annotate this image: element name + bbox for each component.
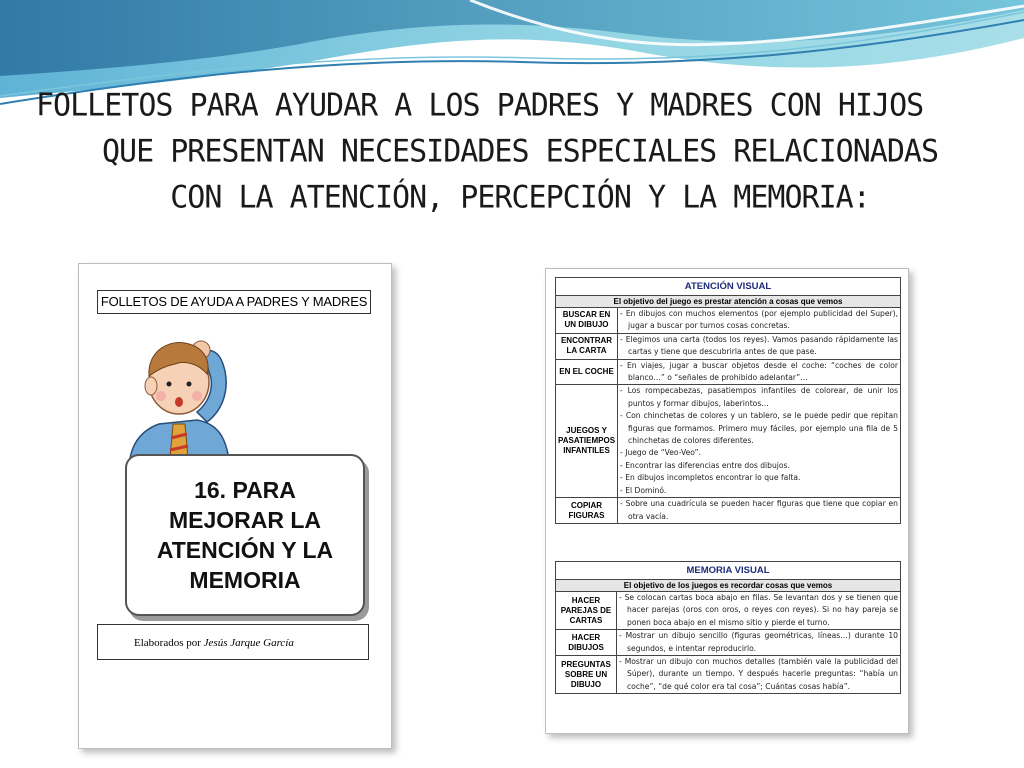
brochure-cover-footer <box>97 624 369 660</box>
row-item: - Juego de “Veo-Veo”. <box>620 447 898 459</box>
row-item: - Encontrar las diferencias entre dos dibujos. <box>620 460 898 472</box>
cover-title-line-3: ATENCIÓN Y LA <box>156 537 334 563</box>
row-desc <box>618 308 901 334</box>
brochure-cover-title <box>125 454 365 616</box>
row-item: - En dibujos con muchos elementos (por ejemplo publicidad del Super), jugar a buscar por turnos cosas concretas. <box>620 308 898 333</box>
memoria-visual-table <box>555 561 901 694</box>
row-item: - El Dominó. <box>620 485 898 497</box>
footer-prefix: Elaborados por <box>134 637 201 649</box>
brochure-cover-header: FOLLETOS DE AYUDA A PADRES Y MADRES <box>97 290 371 314</box>
row-desc <box>617 630 901 656</box>
atencion-title: ATENCIÓN VISUAL <box>556 278 901 296</box>
row-desc <box>617 656 901 694</box>
row-label: BUSCAR EN UN DIBUJO <box>556 308 618 334</box>
row-desc <box>618 333 901 359</box>
slide-title-line-3: CON LA ATENCIÓN, PERCEPCIÓN Y LA MEMORIA: <box>170 179 870 217</box>
row-label: COPIAR FIGURAS <box>556 498 618 524</box>
row-item: - En dibujos incompletos encontrar lo que falta. <box>620 472 898 484</box>
row-label: EN EL COCHE <box>556 359 618 385</box>
row-desc <box>618 498 901 524</box>
cover-title-line-2: MEJORAR LA <box>168 507 322 533</box>
cover-title-line-1: 16. PARA <box>194 477 296 503</box>
row-item: - Se colocan cartas boca abajo en filas. Se levantan dos y se tienen que hacer parejas (oros con oros, o reyes con reyes). Si no hay pareja se ponen boca abajo en el mismo sitio y pierde el turno. <box>619 592 898 629</box>
table-row <box>556 385 901 498</box>
row-item: - Mostrar un dibujo con muchos detalles (también vale la publicidad del Súper), durante un tiempo. Y después hacerle preguntas: “había un coche”, “de qué color era tal cosa”; Cuántas cosas había”. <box>619 656 898 693</box>
row-label: HACER DIBUJOS <box>556 630 617 656</box>
brochure-cover <box>78 263 392 749</box>
row-item: - En viajes, jugar a buscar objetos desde el coche: “coches de color blanco…” o “señales de prohibido adelantar”… <box>620 360 898 385</box>
row-item: - Mostrar un dibujo sencillo (figuras geométricas, líneas…) durante 10 segundos, e intentar reproducirlo. <box>619 630 898 655</box>
atencion-subtitle: El objetivo del juego es prestar atención a cosas que vemos <box>556 296 901 308</box>
row-label: PREGUNTAS SOBRE UN DIBUJO <box>556 656 617 694</box>
slide-title-line-1: FOLLETOS PARA AYUDAR A LOS PADRES Y MADRES CON HIJOS <box>36 86 924 124</box>
atencion-visual-table <box>555 277 901 524</box>
table-row <box>556 592 901 630</box>
memoria-subtitle: El objetivo de los juegos es recordar cosas que vemos <box>556 580 901 592</box>
table-row <box>556 359 901 385</box>
cover-title-line-4: MEMORIA <box>189 567 301 593</box>
row-item: - Sobre una cuadrícula se pueden hacer figuras que tiene que copiar en otra vacía. <box>620 498 898 523</box>
brochure-activities <box>545 268 909 734</box>
table-row <box>556 333 901 359</box>
row-item: - Elegimos una carta (todos los reyes). Vamos pasando rápidamente las cartas y tiene que descubrirla antes de que pase. <box>620 334 898 359</box>
row-label: ENCONTRAR LA CARTA <box>556 333 618 359</box>
row-label: HACER PAREJAS DE CARTAS <box>556 592 617 630</box>
memoria-title: MEMORIA VISUAL <box>556 562 901 580</box>
slide-title-line-2: QUE PRESENTAN NECESIDADES ESPECIALES RELACIONADAS <box>101 133 938 170</box>
table-row <box>556 308 901 334</box>
table-row <box>556 498 901 524</box>
row-desc <box>618 359 901 385</box>
slide-title <box>30 83 1010 222</box>
row-item: - Los rompecabezas, pasatiempos infantiles de colorear, de unir los puntos y formar dibujos, laberintos… <box>620 385 898 410</box>
row-desc <box>618 385 901 498</box>
row-desc <box>617 592 901 630</box>
footer-author: Jesús Jarque García <box>203 637 294 649</box>
table-row <box>556 656 901 694</box>
row-item: - Con chinchetas de colores y un tablero, se le puede pedir que repitan figuras que formamos. Primero muy fáciles, por ejemplo una fila de 5 chinchetas de colores diferentes. <box>620 410 898 447</box>
row-label: JUEGOS Y PASATIEMPOS INFANTILES <box>556 385 618 498</box>
table-row <box>556 630 901 656</box>
